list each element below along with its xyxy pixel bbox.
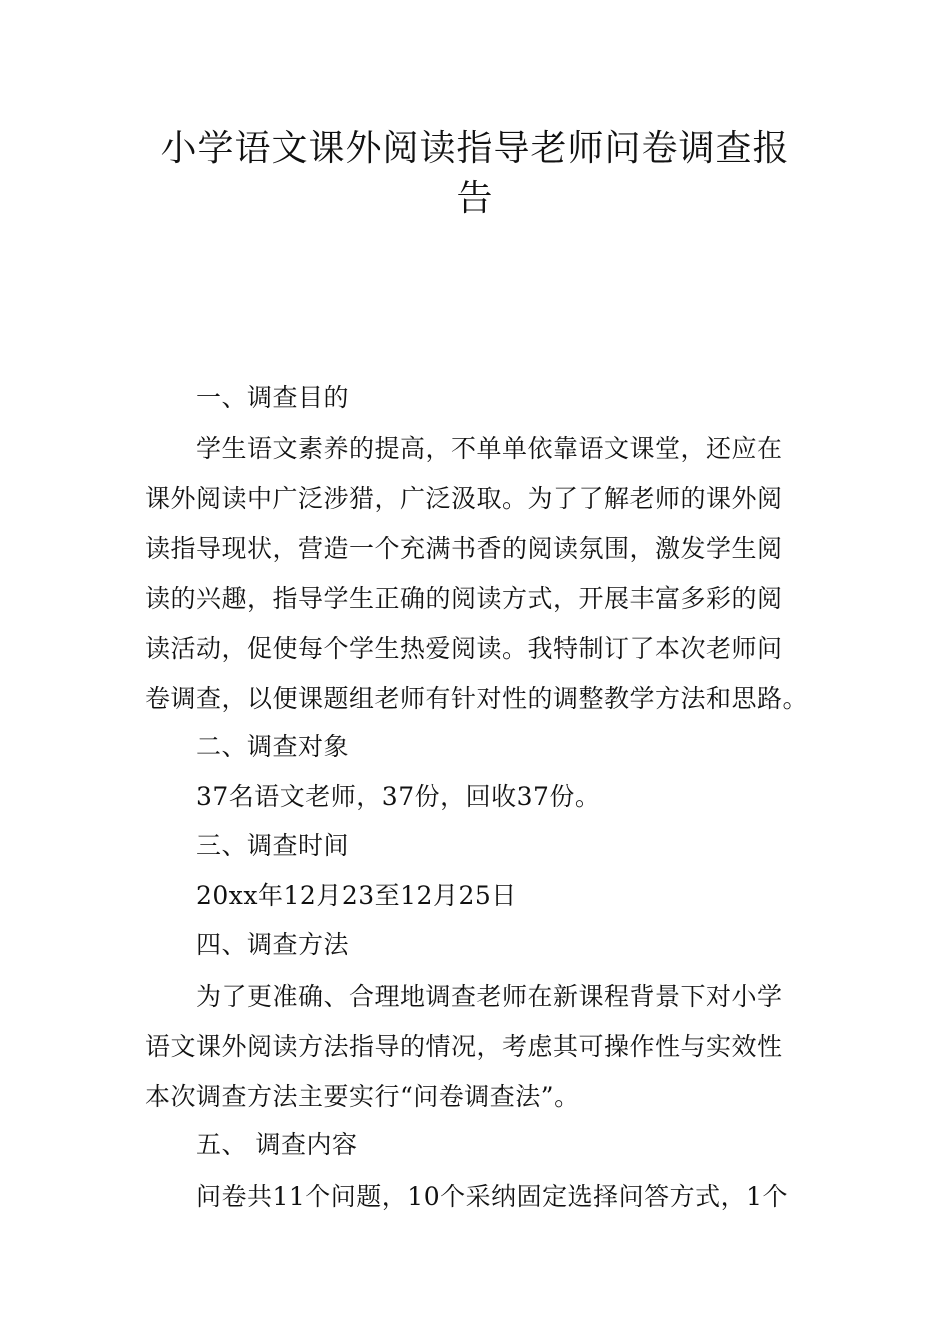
paragraph-line: 本次调查方法主要实行“问卷调查法”。 [145,1082,580,1111]
title-line-2: 告 [456,178,494,219]
paragraph-line: 课外阅读中广泛涉猎，广泛汲取。为了了解老师的课外阅 [145,484,783,513]
section-heading-content: 五、 调查内容 [196,1130,358,1159]
paragraph-line: 学生语文素养的提高，不单单依靠语文课堂，还应在 [196,434,783,463]
paragraph-line: 读的兴趣，指导学生正确的阅读方式，开展丰富多彩的阅 [145,584,783,613]
section-heading-subjects: 二、调查对象 [196,732,350,761]
time-text: 20xx年12月23至12月25日 [196,881,517,910]
subjects-text: 37名语文老师，37份，回收37份。 [196,782,601,811]
section-heading-method: 四、调查方法 [196,930,350,959]
section-heading-purpose: 一、调查目的 [196,383,350,412]
document-title [140,124,810,224]
paragraph-line: 读指导现状，营造一个充满书香的阅读氛围，激发学生阅 [145,534,783,563]
title-line-1: 小学语文课外阅读指导老师问卷调查报 [160,128,790,169]
paragraph-line: 语文课外阅读方法指导的情况，考虑其可操作性与实效性 [145,1032,783,1061]
paragraph-line: 问卷共11个问题，10个采纳固定选择问答方式，1个 [196,1182,789,1211]
section-heading-time: 三、调查时间 [196,831,350,860]
paragraph-line: 为了更准确、合理地调查老师在新课程背景下对小学 [196,982,783,1011]
paragraph-line: 卷调查，以便课题组老师有针对性的调整教学方法和思路。 [145,684,809,713]
paragraph-line: 读活动，促使每个学生热爱阅读。我特制订了本次老师问 [145,634,783,663]
